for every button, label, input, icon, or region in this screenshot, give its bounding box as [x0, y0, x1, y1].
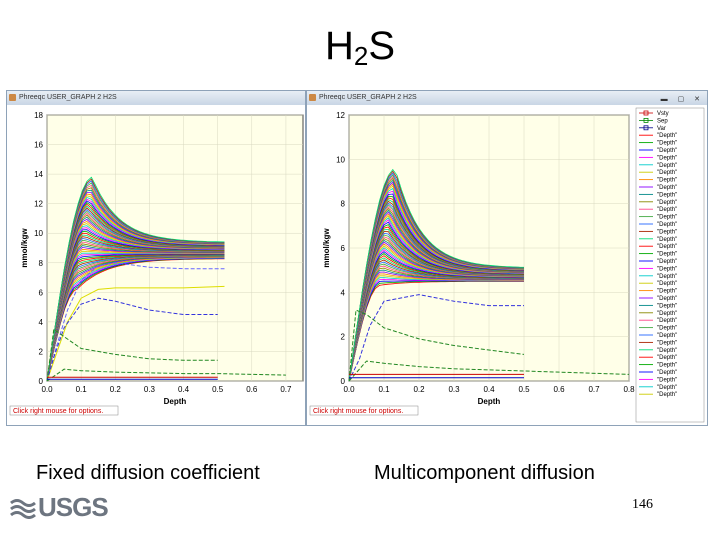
y-tick-label: 4 [340, 288, 345, 298]
legend-entry: "Depth" [657, 355, 678, 362]
x-tick-label: 0.3 [448, 385, 460, 394]
window-title-left: Phreeqc USER_GRAPH 2 H2S [19, 94, 117, 101]
y-tick-label: 16 [34, 140, 43, 150]
legend-entry: "Depth" [657, 185, 678, 191]
legend-entry: "Depth" [657, 333, 678, 339]
x-tick-label: 0.8 [623, 385, 635, 394]
legend-entry: "Depth" [657, 192, 678, 199]
legend-entry: "Depth" [657, 340, 678, 347]
chart-window-left [6, 90, 306, 426]
legend-entry: "Depth" [657, 318, 678, 325]
legend-entry: "Depth" [657, 303, 678, 310]
title-text-tail: S [368, 24, 396, 68]
y-tick-label: 10 [336, 155, 345, 165]
chart-svg-left [7, 105, 305, 425]
legend-entry: "Depth" [657, 362, 678, 369]
status-text: Click right mouse for options. [313, 408, 404, 415]
window-controls[interactable]: ▬ ▢ ✕ [660, 96, 704, 103]
legend-entry: "Depth" [657, 251, 678, 258]
x-tick-label: 0.5 [518, 385, 530, 394]
legend-entry: "Depth" [657, 347, 678, 354]
x-tick-label: 0.5 [212, 385, 224, 394]
legend-entry: "Depth" [657, 281, 678, 288]
x-axis-label: Depth [477, 397, 501, 406]
legend-entry: "Depth" [657, 140, 678, 147]
legend-entry: "Depth" [657, 266, 678, 273]
title-text: H [324, 24, 354, 68]
y-tick-label: 0 [38, 377, 43, 386]
x-tick-label: 0.0 [41, 385, 53, 394]
y-tick-label: 2 [38, 347, 43, 357]
legend-entry: "Depth" [657, 259, 678, 265]
legend-entry: "Depth" [657, 155, 678, 162]
legend-entry: "Depth" [657, 310, 678, 317]
x-tick-label: 0.2 [413, 385, 425, 394]
usgs-logo [10, 492, 108, 523]
legend-entry: "Depth" [657, 377, 678, 384]
x-tick-label: 0.4 [483, 385, 495, 394]
legend-entry: "Depth" [657, 384, 678, 391]
app-icon [309, 94, 316, 101]
legend-entry: "Depth" [657, 162, 678, 169]
window-titlebar-left [7, 91, 305, 105]
x-tick-label: 0.1 [378, 385, 390, 394]
x-tick-label: 0.4 [177, 385, 190, 394]
caption-right: Multicomponent diffusion [374, 462, 595, 484]
legend-entry: "Depth" [657, 325, 678, 332]
chart-window-right [306, 90, 708, 426]
y-tick-label: 6 [38, 288, 43, 298]
legend-entry: "Depth" [657, 370, 678, 376]
x-tick-label: 0.1 [75, 385, 87, 394]
legend-entry: "Depth" [657, 222, 678, 228]
app-icon [9, 94, 16, 101]
x-tick-label: 0.6 [246, 385, 258, 394]
legend-entry: "Depth" [657, 214, 678, 221]
y-tick-label: 2 [340, 332, 345, 342]
x-tick-label: 0.0 [343, 385, 355, 394]
legend-entry: "Depth" [657, 199, 678, 206]
y-tick-label: 6 [340, 244, 345, 253]
window-title-right: Phreeqc USER_GRAPH 2 H2S [319, 94, 417, 101]
x-tick-label: 0.7 [280, 385, 292, 394]
legend-entry: "Depth" [657, 133, 678, 140]
y-tick-label: 18 [34, 111, 43, 120]
title-subscript: 2 [353, 41, 369, 71]
legend-entry: "Depth" [657, 177, 678, 184]
legend-entry: "Depth" [657, 229, 678, 236]
legend-entry: "Depth" [657, 244, 678, 251]
x-tick-label: 0.2 [109, 385, 121, 394]
legend-entry: "Depth" [657, 236, 678, 243]
x-tick-label: 0.3 [143, 385, 155, 394]
y-tick-label: 12 [34, 199, 43, 209]
window-titlebar-right [307, 91, 707, 105]
legend-entry: "Depth" [657, 392, 678, 399]
legend-entry: Vsty [657, 111, 669, 117]
legend-entry: Sep [657, 118, 668, 125]
usgs-wave-icon [10, 497, 36, 519]
y-tick-label: 0 [340, 377, 345, 386]
legend-entry: "Depth" [657, 296, 678, 302]
legend-entry: "Depth" [657, 288, 678, 295]
y-tick-label: 14 [34, 170, 43, 180]
usgs-logo-text: USGS [38, 492, 108, 522]
legend-entry: "Depth" [657, 207, 678, 214]
status-text: Click right mouse for options. [13, 408, 104, 415]
slide-title [0, 24, 720, 72]
legend-entry: "Depth" [657, 273, 678, 280]
legend-entry: "Depth" [657, 148, 678, 154]
y-tick-label: 10 [34, 229, 43, 239]
caption-left: Fixed diffusion coefficient [36, 462, 260, 484]
x-tick-label: 0.6 [553, 385, 565, 394]
chart-svg-right [307, 105, 707, 425]
y-tick-label: 4 [38, 317, 43, 327]
y-axis-label: mmol/kgw [20, 228, 29, 268]
y-axis-label: mmol/kgw [322, 228, 331, 268]
x-axis-label: Depth [163, 397, 187, 406]
page-number: 146 [632, 497, 653, 512]
y-tick-label: 8 [340, 199, 345, 209]
y-tick-label: 12 [336, 111, 345, 120]
y-tick-label: 8 [38, 258, 43, 268]
x-tick-label: 0.7 [588, 385, 600, 394]
legend-entry: Var [657, 125, 666, 132]
legend-entry: "Depth" [657, 170, 678, 177]
